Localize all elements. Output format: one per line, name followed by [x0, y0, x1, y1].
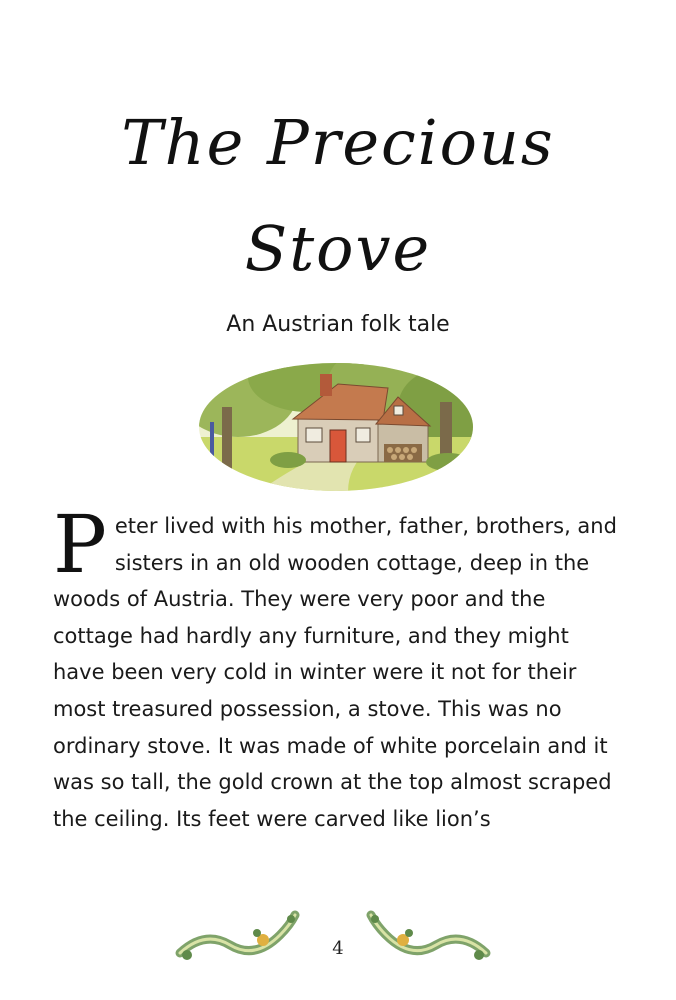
cottage-illustration: [198, 362, 474, 492]
story-body: eter lived with his mother, father, brothers, and sisters in an old wooden cottage, deep in the woods of Austria. They were very poor and the cottage had hardly any furniture, and they might have been very cold in winter were it not for their most treasured possession, a stove. This was no ordinary stove. It was made of white porcelain and it was so tall, the gold crown at the top almost scraped the ceiling. Its feet were carved like lion’s: [53, 514, 617, 831]
title-line-1: The Precious: [121, 106, 555, 179]
vine-ornament-icon-right: [366, 905, 491, 967]
title-line-2: Stove: [244, 212, 432, 285]
story-text: [53, 498, 625, 837]
page-number: 4: [332, 938, 344, 959]
drop-cap: P: [53, 498, 107, 591]
subtitle: An Austrian folk tale: [226, 312, 450, 337]
vine-ornament-icon-left: [175, 905, 300, 967]
